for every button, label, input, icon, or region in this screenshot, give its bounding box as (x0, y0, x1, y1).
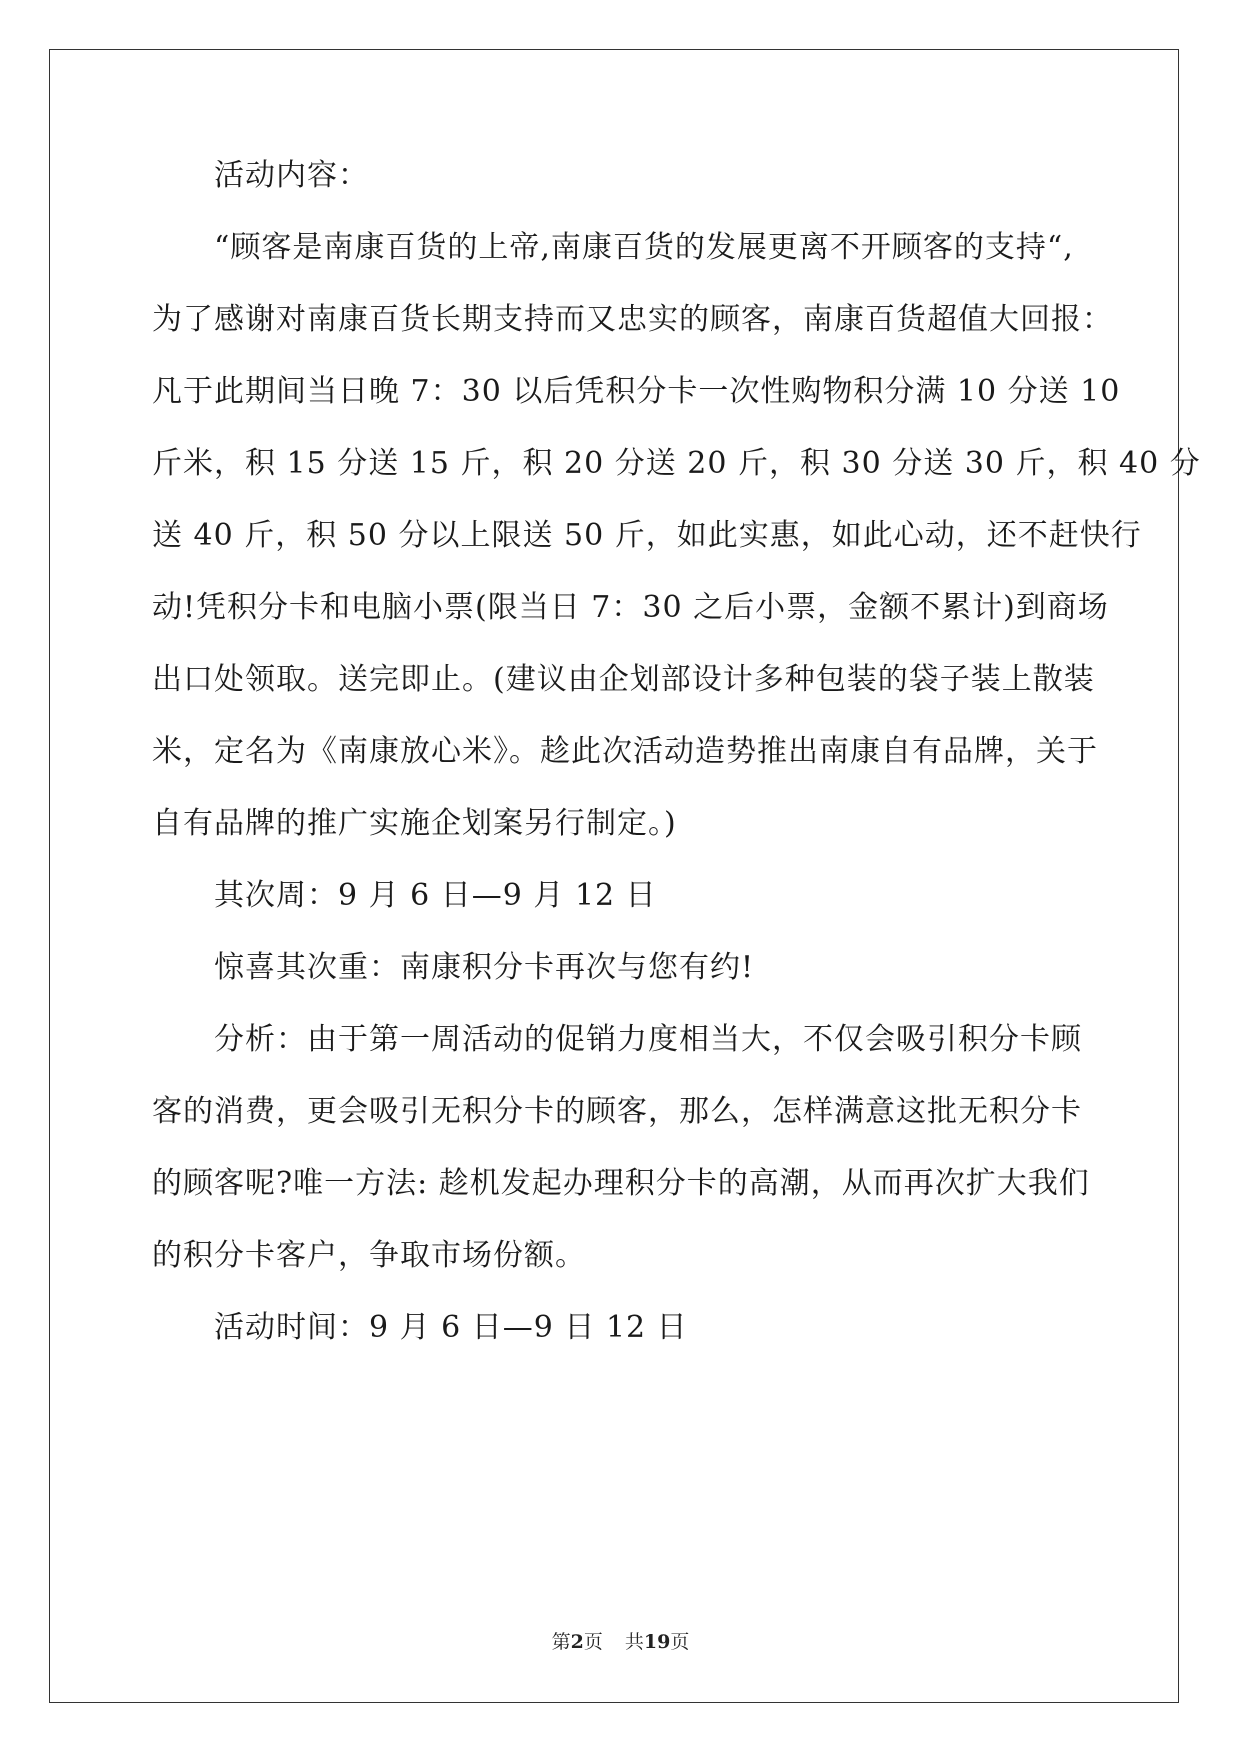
paragraph-line: “顾客是南康百货的上帝,南康百货的发展更离不开顾客的支持“, (214, 230, 1074, 265)
document-body (152, 158, 1201, 1346)
paragraph-line: 出口处领取。送完即止。(建议由企划部设计多种包装的袋子装上散装 (152, 662, 1095, 697)
total-prefix: 共 (624, 1631, 644, 1653)
paragraph-line: 送 40 斤，积 50 分以上限送 50 斤，如此实惠，如此心动，还不赶快行 (152, 518, 1142, 553)
paragraph-line: 活动内容： (214, 158, 369, 193)
paragraph-line: 活动时间：9 月 6 日—9 日 12 日 (214, 1310, 688, 1345)
page-prefix: 第 (551, 1631, 571, 1653)
paragraph-line: 的顾客呢?唯一方法: 趁机发起办理积分卡的高潮，从而再次扩大我们 (152, 1166, 1090, 1201)
section-heading: 其次周：9 月 6 日—9 月 12 日 (214, 878, 657, 913)
paragraph-line: 动!凭积分卡和电脑小票(限当日 7：30 之后小票，金额不累计)到商场 (152, 590, 1109, 625)
paragraph-line: 为了感谢对南康百货长期支持而又忠实的顾客，南康百货超值大回报： (152, 302, 1113, 337)
page-footer (0, 1630, 1241, 1654)
paragraph-line: 米，定名为《南康放心米》。趁此次活动造势推出南康自有品牌，关于 (152, 734, 1098, 769)
page-number: 2 (570, 1631, 584, 1653)
paragraph-line: 的积分卡客户，争取市场份额。 (152, 1238, 586, 1273)
page-suffix: 页 (583, 1631, 603, 1653)
section-heading: 惊喜其次重：南康积分卡再次与您有约! (214, 950, 755, 985)
paragraph-line: 分析：由于第一周活动的促销力度相当大，不仅会吸引积分卡顾 (214, 1022, 1082, 1057)
total-suffix: 页 (670, 1631, 690, 1653)
paragraph-line: 自有品牌的推广实施企划案另行制定。) (152, 806, 677, 841)
paragraph-line: 客的消费，更会吸引无积分卡的顾客，那么，怎样满意这批无积分卡 (152, 1094, 1082, 1129)
paragraph-line: 凡于此期间当日晚 7：30 以后凭积分卡一次性购物积分满 10 分送 10 (152, 374, 1121, 409)
total-pages: 19 (643, 1631, 671, 1653)
paragraph-line: 斤米，积 15 分送 15 斤，积 20 分送 20 斤，积 30 分送 30 斤，积 40 分 (152, 446, 1201, 481)
